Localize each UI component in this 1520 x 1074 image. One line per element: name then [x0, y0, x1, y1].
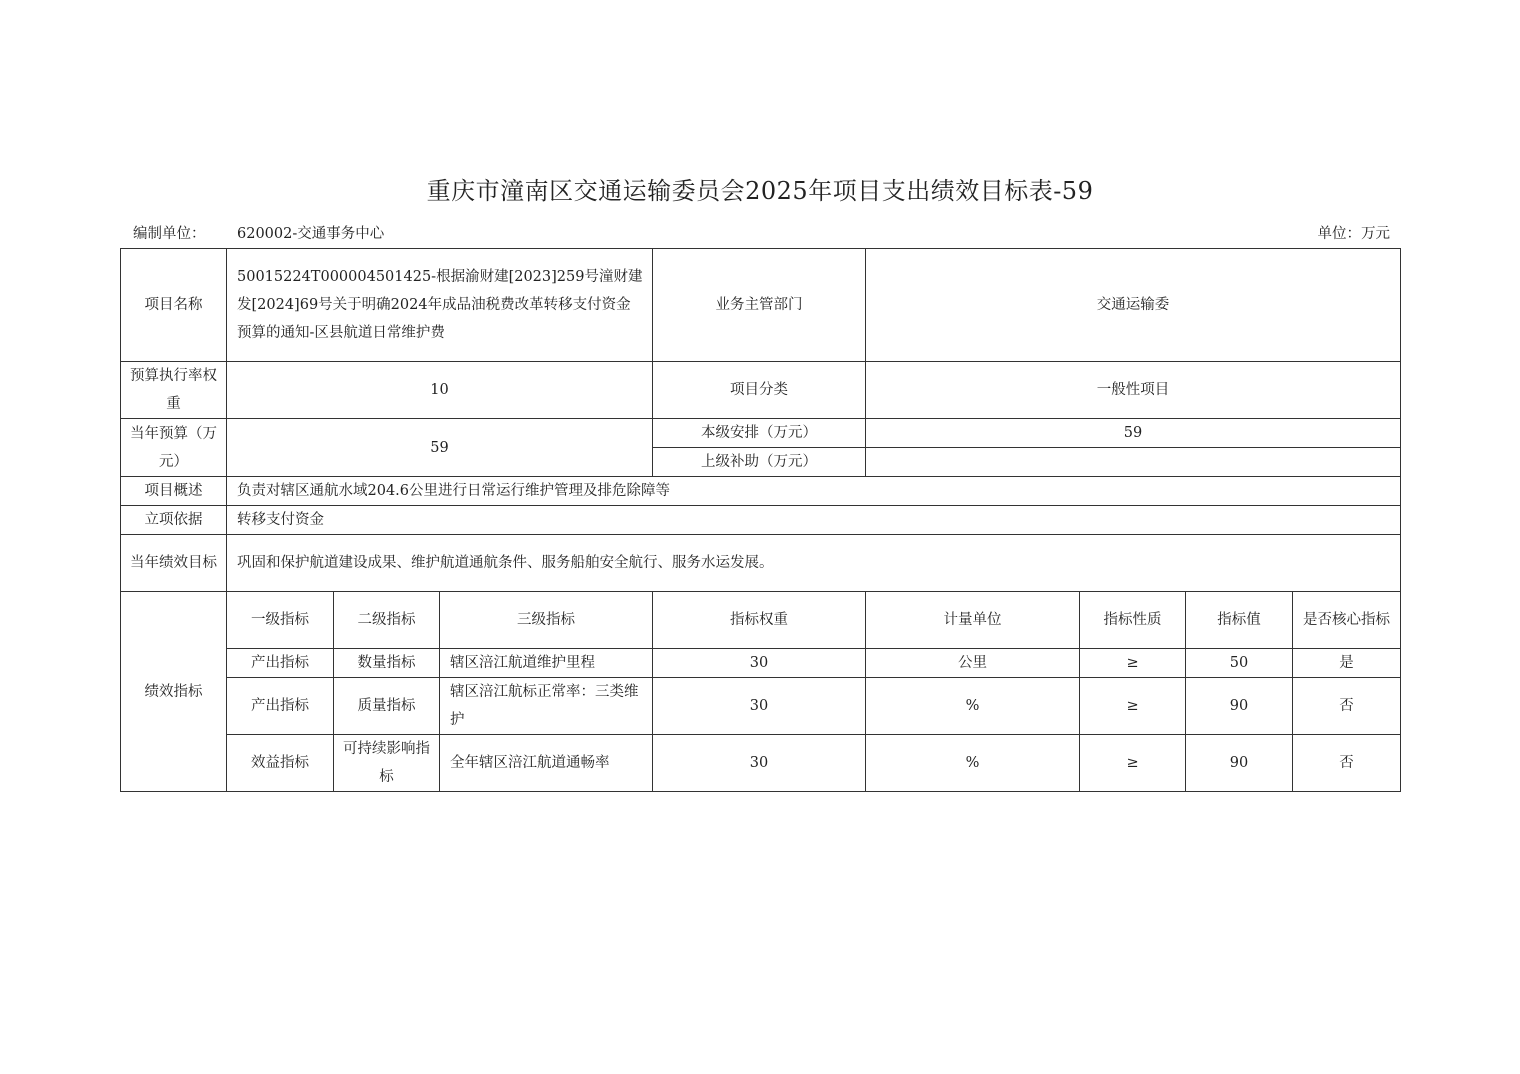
level1-cell: 产出指标	[227, 678, 334, 735]
dept-value: 交通运输委	[866, 249, 1401, 362]
header-value: 指标值	[1186, 592, 1293, 649]
level2-cell: 质量指标	[334, 678, 440, 735]
goal-value: 巩固和保护航道建设成果、维护航道通航条件、服务船舶安全航行、服务水运发展。	[227, 535, 1401, 592]
own-label: 本级安排（万元）	[653, 419, 866, 448]
weight-cell: 30	[653, 678, 866, 735]
table-row	[121, 649, 1401, 678]
page-title: 重庆市潼南区交通运输委员会2025年项目支出绩效目标表-59	[426, 177, 1094, 205]
budget-rate-row	[121, 362, 1401, 419]
own-value: 59	[866, 419, 1401, 448]
level3-cell: 辖区涪江航道维护里程	[440, 649, 653, 678]
level2-cell: 可持续影响指标	[334, 735, 440, 792]
project-name-row	[121, 249, 1401, 362]
value-cell: 90	[1186, 678, 1293, 735]
unit-cell: 公里	[866, 649, 1080, 678]
unit-cell: %	[866, 735, 1080, 792]
level1-cell: 产出指标	[227, 649, 334, 678]
basis-label: 立项依据	[121, 506, 227, 535]
table-row	[121, 735, 1401, 792]
nature-cell: ≥	[1080, 735, 1186, 792]
unit-cell: %	[866, 678, 1080, 735]
indicator-header-row	[121, 592, 1401, 649]
level2-cell: 数量指标	[334, 649, 440, 678]
category-value: 一般性项目	[866, 362, 1401, 419]
table-row	[121, 678, 1401, 735]
indicators-section-label: 绩效指标	[121, 592, 227, 792]
overview-label: 项目概述	[121, 477, 227, 506]
weight-cell: 30	[653, 735, 866, 792]
header-level3: 三级指标	[440, 592, 653, 649]
currency-unit: 单位：万元	[1317, 226, 1390, 242]
header-level2: 二级指标	[334, 592, 440, 649]
header-weight: 指标权重	[653, 592, 866, 649]
rate-label: 预算执行率权重	[121, 362, 227, 419]
core-cell: 否	[1293, 678, 1401, 735]
header-core: 是否核心指标	[1293, 592, 1401, 649]
level1-cell: 效益指标	[227, 735, 334, 792]
budget-row-own	[121, 419, 1401, 448]
overview-value: 负责对辖区通航水域204.6公里进行日常运行维护管理及排危除障等	[227, 477, 1401, 506]
goal-row	[121, 535, 1401, 592]
value-cell: 90	[1186, 735, 1293, 792]
level3-cell: 辖区涪江航标正常率：三类维护	[440, 678, 653, 735]
compiling-unit-value: 620002-交通事务中心	[237, 226, 385, 242]
compiling-unit-label: 编制单位：	[133, 226, 206, 242]
dept-label: 业务主管部门	[653, 249, 866, 362]
header-unit: 计量单位	[866, 592, 1080, 649]
upper-value	[866, 448, 1401, 477]
overview-row	[121, 477, 1401, 506]
performance-target-table	[120, 248, 1401, 792]
project-name-label: 项目名称	[121, 249, 227, 362]
header-level1: 一级指标	[227, 592, 334, 649]
value-cell: 50	[1186, 649, 1293, 678]
rate-value: 10	[227, 362, 653, 419]
nature-cell: ≥	[1080, 649, 1186, 678]
upper-label: 上级补助（万元）	[653, 448, 866, 477]
category-label: 项目分类	[653, 362, 866, 419]
level3-cell: 全年辖区涪江航道通畅率	[440, 735, 653, 792]
header-meta	[133, 222, 1390, 246]
basis-row	[121, 506, 1401, 535]
nature-cell: ≥	[1080, 678, 1186, 735]
project-name-value: 50015224T000004501425-根据渝财建[2023]259号潼财建发[2024]69号关于明确2024年成品油税费改革转移支付资金预算的通知-区县航道日常维护费	[227, 249, 653, 362]
weight-cell: 30	[653, 649, 866, 678]
basis-value: 转移支付资金	[227, 506, 1401, 535]
core-cell: 否	[1293, 735, 1401, 792]
core-cell: 是	[1293, 649, 1401, 678]
header-nature: 指标性质	[1080, 592, 1186, 649]
budget-value: 59	[227, 419, 653, 477]
budget-label: 当年预算（万元）	[121, 419, 227, 477]
goal-label: 当年绩效目标	[121, 535, 227, 592]
